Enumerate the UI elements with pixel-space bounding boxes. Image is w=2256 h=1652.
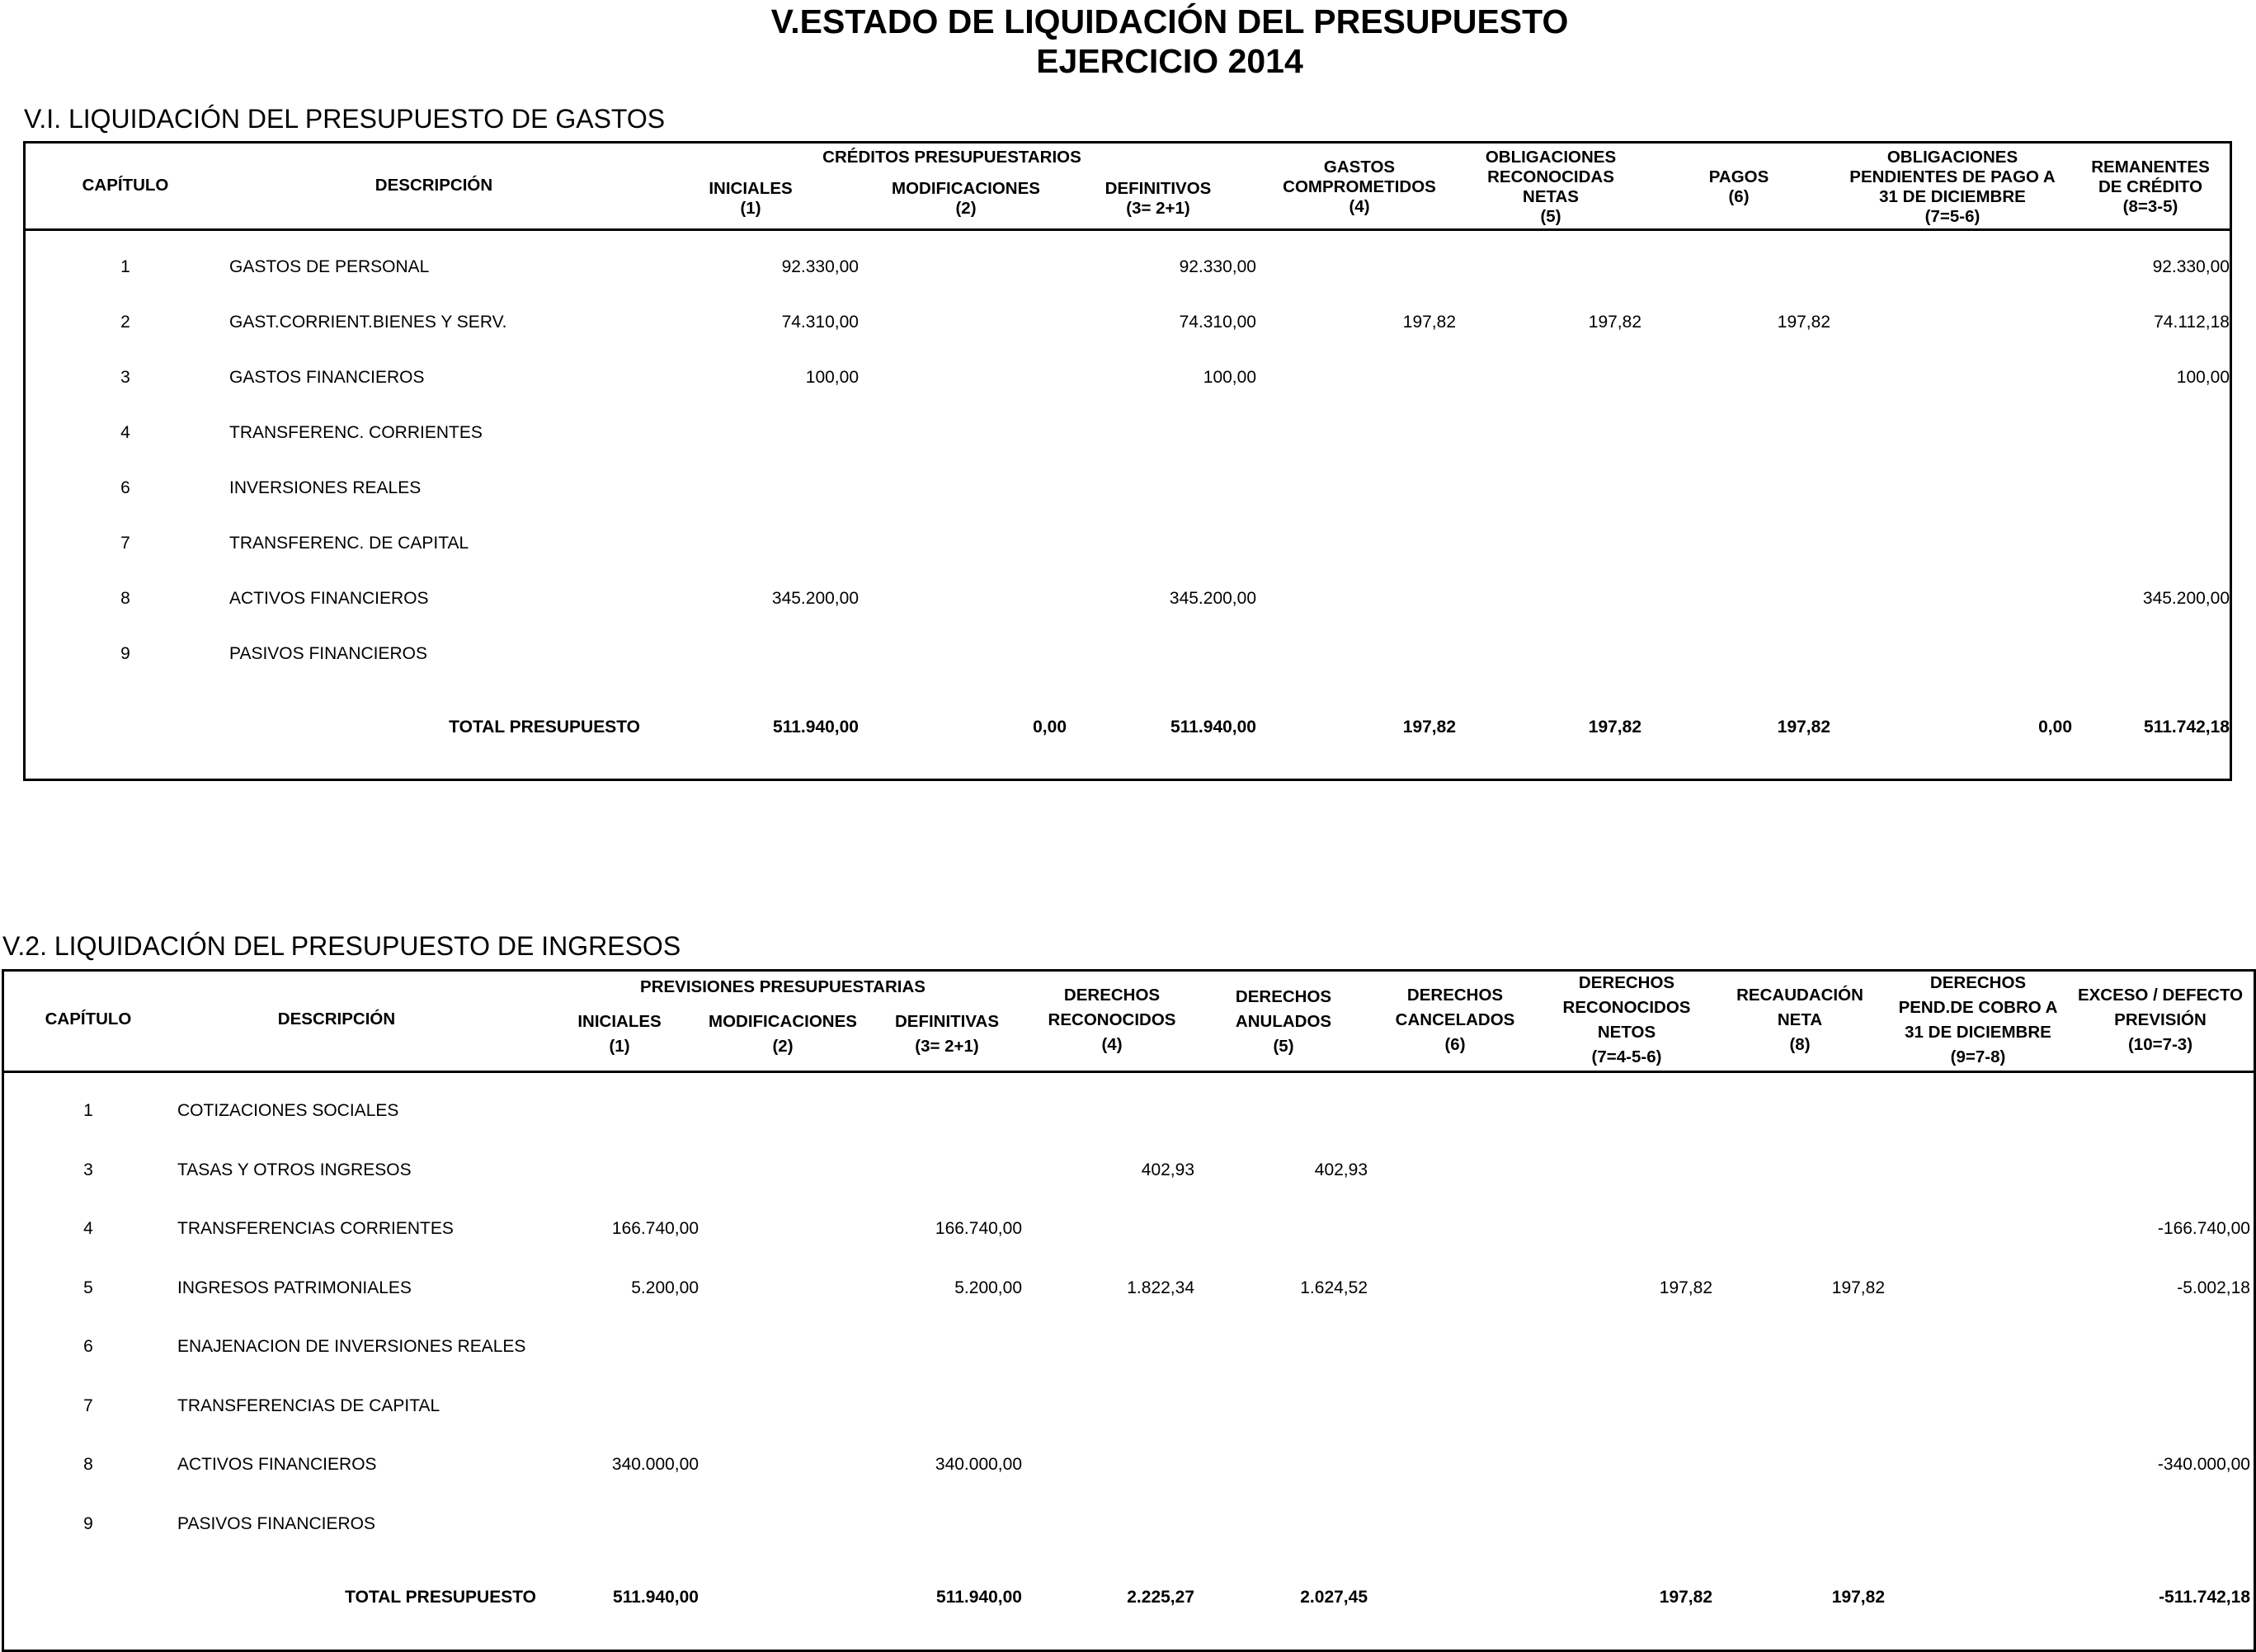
ingresos-row-exc: -5.002,18 bbox=[2177, 1278, 2250, 1297]
ingresos-row-capitulo: 8 bbox=[83, 1455, 93, 1474]
ingresos-header-definitivas-line: DEFINITIVAS bbox=[894, 1012, 1000, 1031]
ingresos-header-descripcion: DESCRIPCIÓN bbox=[277, 1010, 396, 1028]
gastos-header-obligaciones-line: (5) bbox=[1540, 207, 1561, 226]
gastos-row-capitulo: 7 bbox=[120, 534, 130, 553]
gastos-header-remanentes-line: REMANENTES bbox=[2091, 158, 2210, 176]
gastos-total-mod: 0,00 bbox=[1033, 718, 1067, 737]
ingresos-total-net: 197,82 bbox=[1659, 1588, 1712, 1607]
gastos-header-modificaciones-line: MODIFICACIONES bbox=[892, 179, 1040, 198]
ingresos-header-anulados-line: ANULADOS bbox=[1235, 1012, 1332, 1031]
gastos-header-creditos-group: CRÉDITOS PRESUPUESTARIOS bbox=[822, 148, 1081, 167]
gastos-header-capitulo: CAPÍTULO bbox=[82, 176, 169, 195]
gastos-total-label: TOTAL PRESUPUESTO bbox=[449, 718, 640, 737]
ingresos-header-previsiones-group: PREVISIONES PRESUPUESTARIAS bbox=[640, 977, 925, 996]
gastos-row-ini: 74.310,00 bbox=[781, 313, 859, 332]
ingresos-header-reconocidos-line: RECONOCIDOS bbox=[1048, 1010, 1176, 1029]
gastos-row-descripcion: PASIVOS FINANCIEROS bbox=[229, 644, 427, 663]
gastos-row-capitulo: 9 bbox=[120, 644, 130, 663]
gastos-row-capitulo: 3 bbox=[120, 368, 130, 387]
ingresos-header-modificaciones-line: (2) bbox=[772, 1037, 794, 1056]
gastos-row-pag: 197,82 bbox=[1777, 313, 1830, 332]
ingresos-row-exc: -166.740,00 bbox=[2157, 1219, 2250, 1238]
gastos-header-comprometidos-line: GASTOS bbox=[1323, 158, 1396, 176]
ingresos-row-descripcion: INGRESOS PATRIMONIALES bbox=[177, 1278, 412, 1297]
ingresos-header-netos-line: (7=4-5-6) bbox=[1591, 1047, 1662, 1066]
gastos-row-capitulo: 2 bbox=[120, 313, 130, 332]
gastos-header-pendientes-line: 31 DE DICIEMBRE bbox=[1879, 187, 2026, 206]
ingresos-row-descripcion: COTIZACIONES SOCIALES bbox=[177, 1101, 399, 1120]
ingresos-header-pendientes-line: PEND.DE COBRO A bbox=[1898, 998, 2058, 1017]
gastos-row-def: 100,00 bbox=[1203, 368, 1256, 387]
gastos-header-rule bbox=[23, 228, 2232, 231]
ingresos-header-anulados-line: (5) bbox=[1273, 1037, 1294, 1056]
ingresos-header-capitulo: CAPÍTULO bbox=[45, 1010, 132, 1028]
gastos-header-iniciales-line: INICIALES bbox=[709, 179, 793, 198]
gastos-row-def: 74.310,00 bbox=[1179, 313, 1256, 332]
gastos-row-rem: 345.200,00 bbox=[2142, 589, 2230, 608]
gastos-header-pagos-line: (6) bbox=[1728, 187, 1750, 206]
gastos-row-descripcion: TRANSFERENC. CORRIENTES bbox=[229, 423, 483, 442]
ingresos-total-label: TOTAL PRESUPUESTO bbox=[345, 1588, 536, 1607]
ingresos-row-anu: 402,93 bbox=[1314, 1160, 1368, 1179]
gastos-header-iniciales-line: (1) bbox=[740, 199, 761, 218]
gastos-row-def: 92.330,00 bbox=[1179, 257, 1256, 276]
ingresos-row-ini: 166.740,00 bbox=[611, 1219, 699, 1238]
ingresos-row-descripcion: TASAS Y OTROS INGRESOS bbox=[177, 1160, 412, 1179]
ingresos-header-cancelados-line: CANCELADOS bbox=[1395, 1010, 1515, 1029]
ingresos-row-ini: 340.000,00 bbox=[611, 1455, 699, 1474]
ingresos-header-pendientes-line: 31 DE DICIEMBRE bbox=[1905, 1023, 2051, 1042]
ingresos-header-iniciales-line: INICIALES bbox=[577, 1012, 662, 1031]
ingresos-row-capitulo: 5 bbox=[83, 1278, 93, 1297]
gastos-total-pag: 197,82 bbox=[1777, 718, 1830, 737]
gastos-row-capitulo: 8 bbox=[120, 589, 130, 608]
gastos-row-ini: 345.200,00 bbox=[771, 589, 859, 608]
gastos-row-descripcion: GAST.CORRIENT.BIENES Y SERV. bbox=[229, 313, 507, 332]
gastos-row-capitulo: 4 bbox=[120, 423, 130, 442]
page-title: V.ESTADO DE LIQUIDACIÓN DEL PRESUPUESTO bbox=[770, 2, 1569, 40]
gastos-header-remanentes-line: DE CRÉDITO bbox=[2098, 177, 2203, 196]
ingresos-row-capitulo: 1 bbox=[83, 1101, 93, 1120]
gastos-total-rem: 511.742,18 bbox=[2144, 718, 2230, 737]
gastos-row-descripcion: GASTOS DE PERSONAL bbox=[229, 257, 430, 276]
gastos-header-pagos-line: PAGOS bbox=[1708, 167, 1769, 186]
ingresos-header-pendientes-line: (9=7-8) bbox=[1950, 1047, 2006, 1066]
gastos-row-obl: 197,82 bbox=[1588, 313, 1641, 332]
ingresos-total-def: 511.940,00 bbox=[936, 1588, 1022, 1607]
gastos-total-comp: 197,82 bbox=[1402, 718, 1456, 737]
ingresos-header-rule bbox=[2, 1071, 2256, 1073]
ingresos-row-capitulo: 4 bbox=[83, 1219, 93, 1238]
ingresos-row-capitulo: 3 bbox=[83, 1160, 93, 1179]
gastos-header-modificaciones-line: (2) bbox=[955, 199, 977, 218]
gastos-header-descripcion: DESCRIPCIÓN bbox=[374, 176, 493, 195]
ingresos-row-def: 5.200,00 bbox=[954, 1278, 1022, 1297]
ingresos-row-descripcion: TRANSFERENCIAS DE CAPITAL bbox=[177, 1395, 440, 1415]
gastos-total-def: 511.940,00 bbox=[1170, 718, 1256, 737]
ingresos-total-ini: 511.940,00 bbox=[613, 1588, 699, 1607]
ingresos-header-exceso-line: PREVISIÓN bbox=[2114, 1010, 2207, 1029]
gastos-row-capitulo: 6 bbox=[120, 478, 130, 497]
ingresos-header-reconocidos-line: (4) bbox=[1101, 1035, 1123, 1054]
gastos-header-obligaciones-line: RECONOCIDAS bbox=[1487, 167, 1614, 186]
gastos-row-def: 345.200,00 bbox=[1169, 589, 1256, 608]
ingresos-header-recaudacion-line: RECAUDACIÓN bbox=[1736, 986, 1863, 1005]
ingresos-row-descripcion: ACTIVOS FINANCIEROS bbox=[177, 1455, 377, 1474]
gastos-total-ini: 511.940,00 bbox=[773, 718, 859, 737]
ingresos-header-netos-line: NETOS bbox=[1597, 1023, 1656, 1042]
gastos-header-comprometidos-line: (4) bbox=[1349, 197, 1370, 216]
gastos-row-ini: 100,00 bbox=[805, 368, 859, 387]
ingresos-row-descripcion: PASIVOS FINANCIEROS bbox=[177, 1513, 375, 1533]
ingresos-header-pendientes-line: DERECHOS bbox=[1929, 973, 2027, 992]
gastos-section-title: V.I. LIQUIDACIÓN DEL PRESUPUESTO DE GASTOS bbox=[24, 104, 666, 134]
gastos-total-pen: 0,00 bbox=[2038, 718, 2072, 737]
ingresos-row-rcd: 197,82 bbox=[1831, 1278, 1885, 1297]
ingresos-header-recaudacion-line: (8) bbox=[1789, 1035, 1811, 1054]
gastos-row-ini: 92.330,00 bbox=[781, 257, 859, 276]
ingresos-row-exc: -340.000,00 bbox=[2157, 1455, 2250, 1474]
gastos-header-remanentes-line: (8=3-5) bbox=[2122, 197, 2178, 216]
gastos-row-rem: 100,00 bbox=[2176, 368, 2230, 387]
gastos-header-pendientes-line: OBLIGACIONES bbox=[1886, 148, 2018, 167]
gastos-row-descripcion: TRANSFERENC. DE CAPITAL bbox=[229, 534, 469, 553]
gastos-row-descripcion: ACTIVOS FINANCIEROS bbox=[229, 589, 429, 608]
ingresos-row-net: 197,82 bbox=[1659, 1278, 1712, 1297]
gastos-row-descripcion: INVERSIONES REALES bbox=[229, 478, 422, 497]
ingresos-row-capitulo: 6 bbox=[83, 1337, 93, 1356]
ingresos-row-capitulo: 7 bbox=[83, 1395, 93, 1415]
gastos-row-descripcion: GASTOS FINANCIEROS bbox=[229, 368, 425, 387]
gastos-row-rem: 74.112,18 bbox=[2154, 313, 2230, 332]
ingresos-row-rec: 402,93 bbox=[1141, 1160, 1194, 1179]
ingresos-row-def: 166.740,00 bbox=[935, 1219, 1022, 1238]
ingresos-header-netos-line: RECONOCIDOS bbox=[1562, 998, 1691, 1017]
gastos-header-pendientes-line: (7=5-6) bbox=[1924, 207, 1980, 226]
ingresos-row-descripcion: ENAJENACION DE INVERSIONES REALES bbox=[177, 1337, 526, 1356]
ingresos-total-rec: 2.225,27 bbox=[1127, 1588, 1194, 1607]
ingresos-section-title: V.2. LIQUIDACIÓN DEL PRESUPUESTO DE INGRESOS bbox=[2, 931, 681, 961]
gastos-row-comp: 197,82 bbox=[1402, 313, 1456, 332]
gastos-header-definitivos-line: (3= 2+1) bbox=[1126, 199, 1190, 218]
ingresos-row-descripcion: TRANSFERENCIAS CORRIENTES bbox=[177, 1219, 454, 1238]
ingresos-row-def: 340.000,00 bbox=[935, 1455, 1022, 1474]
ingresos-header-anulados-line: DERECHOS bbox=[1235, 987, 1332, 1006]
ingresos-row-anu: 1.624,52 bbox=[1300, 1278, 1368, 1297]
ingresos-header-modificaciones-line: MODIFICACIONES bbox=[709, 1012, 857, 1031]
gastos-header-obligaciones-line: OBLIGACIONES bbox=[1485, 148, 1617, 167]
ingresos-row-rec: 1.822,34 bbox=[1127, 1278, 1194, 1297]
ingresos-total-rcd: 197,82 bbox=[1831, 1588, 1885, 1607]
gastos-header-definitivos-line: DEFINITIVOS bbox=[1104, 179, 1212, 198]
gastos-row-capitulo: 1 bbox=[120, 257, 130, 276]
ingresos-header-iniciales-line: (1) bbox=[609, 1037, 630, 1056]
gastos-table-frame bbox=[23, 141, 2232, 781]
ingresos-header-netos-line: DERECHOS bbox=[1578, 973, 1675, 992]
ingresos-row-capitulo: 9 bbox=[83, 1513, 93, 1533]
gastos-header-pendientes-line: PENDIENTES DE PAGO A bbox=[1849, 167, 2056, 186]
ingresos-header-cancelados-line: DERECHOS bbox=[1406, 986, 1504, 1005]
gastos-header-comprometidos-line: COMPROMETIDOS bbox=[1283, 177, 1436, 196]
gastos-row-rem: 92.330,00 bbox=[2152, 257, 2230, 276]
ingresos-header-recaudacion-line: NETA bbox=[1777, 1010, 1823, 1029]
ingresos-header-cancelados-line: (6) bbox=[1444, 1035, 1466, 1054]
ingresos-header-exceso-line: EXCESO / DEFECTO bbox=[2077, 986, 2244, 1005]
ingresos-total-anu: 2.027,45 bbox=[1300, 1588, 1368, 1607]
gastos-header-obligaciones-line: NETAS bbox=[1523, 187, 1579, 206]
ingresos-total-exc: -511.742,18 bbox=[2159, 1588, 2250, 1607]
gastos-total-obl: 197,82 bbox=[1588, 718, 1641, 737]
ingresos-header-definitivas-line: (3= 2+1) bbox=[915, 1037, 979, 1056]
ingresos-header-reconocidos-line: DERECHOS bbox=[1063, 986, 1161, 1005]
ingresos-header-exceso-line: (10=7-3) bbox=[2127, 1035, 2193, 1054]
ingresos-row-ini: 5.200,00 bbox=[631, 1278, 699, 1297]
page-subtitle: EJERCICIO 2014 bbox=[1036, 42, 1303, 80]
